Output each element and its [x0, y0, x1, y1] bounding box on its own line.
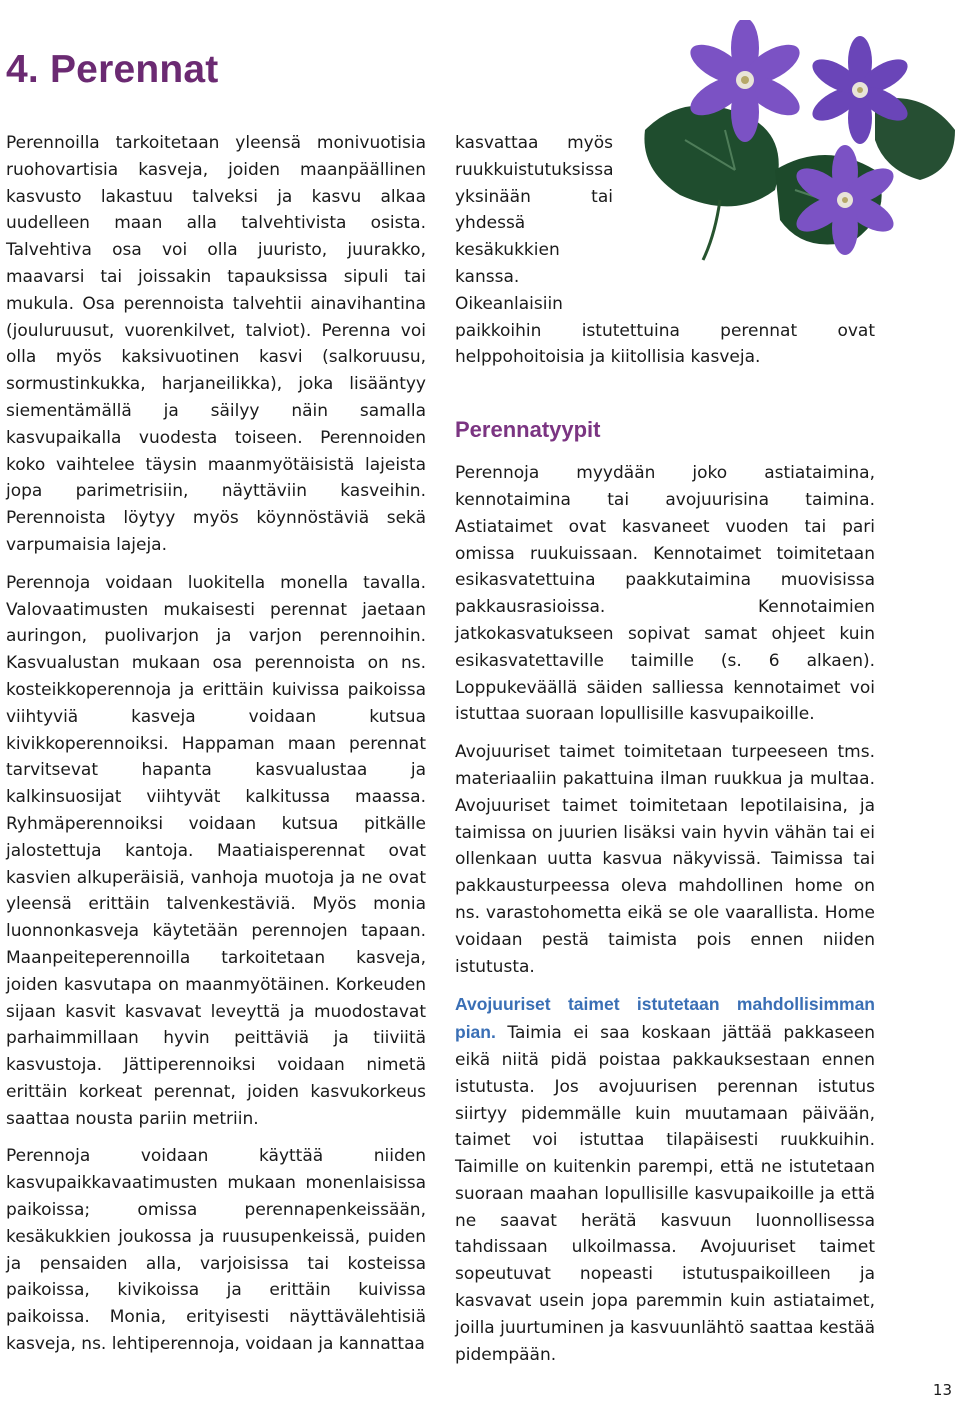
text-beside-illustration: kasvattaa myös ruukkuistutuksissa yksinään tai yhdessä kesäkukkien kanssa. Oikeanlaisiin	[455, 133, 614, 314]
paragraph-usage: Perennoja voidaan käyttää niiden kasvupaikkavaatimusten mukaan monenlaisissa paikoissa; omissa perennapenkeissään, kesäkukkien joukossa ja ruusupenkeissä, puiden ja pensaiden alla, varjoisissa tai kosteissa paikoissa, kivikoissa ja erittäin kuivissa paikoissa. Monia, erityisesti näyttävälehtisiä kasveja, ns. lehtiperennoja, voidaan ja kannattaa	[6, 1146, 426, 1355]
paragraph-bare-root: Avojuuriset taimet toimitetaan turpeeseen tms. materiaaliin pakattuina ilman ruukkua ja multaa. Avojuuriset taimet toimitetaan lepotilaisina, ja taimissa on juurien lisäksi vain hyvin vähän tai ei ollenkaan uutta kasvua näkyvissä. Taimissa tai pakkausturpeessa oleva mahdollinen home on ns. varastohometta eikä se ole vaarallista. Home voidaan pestä taimista pois ennen niiden istutusta.	[455, 742, 875, 977]
subheading-perennatyypit: Perennatyypit	[455, 417, 601, 443]
left-column	[6, 130, 426, 1358]
page-title: 4. Perennat	[6, 48, 219, 91]
right-column	[455, 130, 875, 1368]
paragraph-plant-types: Perennoja myydään joko astiataimina, kennotaimina tai avojuurisina taimina. Astiataimet ovat kasvaneet vuoden tai pari omissa ruukuissaan. Kennotaimet toimitetaan esikasvatettuina paakkutaimina muovisissa pakkausrasioissa. Kennotaimien jatkokasvatukseen sopivat samat ohjeet kuin esikasvatettaville taimille (s. 6 alkaen). Loppukeväällä säiden salliessa kennotaimet voi istuttaa suoraan lopullisille kasvupaikoille.	[455, 463, 875, 725]
paragraph-continued: paikkoihin istutettuina perennat ovat helppohoitoisia ja kiitollisia kasveja.	[455, 320, 875, 368]
page-number: 13	[932, 1381, 952, 1399]
paragraph-definition: Perennoilla tarkoitetaan yleensä monivuotisia ruohovartisia kasveja, joiden maanpäällinen kasvusto lakastuu talveksi ja kasvu alkaa uudelleen maan alla talvehtivista osista. Talvehtiva osa voi olla juuristo, juurakko, maavarsi tai joissakin tapauksissa sipuli tai mukula. Osa perennoista talvehtii ainavihantina (jouluruusut, vuorenkilvet, talviot). Perenna voi olla myös kaksivuotinen kasvi (salkoruusu, sormustinkukka, harjaneilikka), joka lisääntyy siementämällä ja säilyy näin samalla kasvupaikalla vuodesta toiseen. Perennoiden koko vaihtelee täysin maanmyötäisistä lajeista jopa parimetrisiin, näyttäviin kasveihin. Perennoista löytyy myös köynnöstäviä sekä varpumaisia lajeja.	[6, 133, 426, 555]
paragraph-planting-advice	[455, 991, 875, 1368]
paragraph-planting-rest: Taimia ei saa koskaan jättää pakkaseen eikä niitä pidä poistaa pakkauksestaan ennen istutusta. Jos avojuurisen perennan istutus siirtyy pidemmälle kuin muutamaan päivään, taimet voi istuttaa tilapäisesti ruukkuihin. Taimille on kuitenkin parempi, että ne istutetaan suoraan maahan lopullisille kasvupaikoille ja että ne saavat herätä kasvuun luonnollisessa tahdissaan ulkoilmassa. Avojuuriset taimet sopeutuvat nopeasti istutuspaikoilleen ja kasvavat usein jopa paremmin kuin astiataimet, joilla juurtuminen ja kasvuunlähtö saattaa kestää pidempään.	[455, 1023, 875, 1365]
paragraph-classification: Perennoja voidaan luokitella monella tavalla. Valovaatimusten mukaisesti perennat jaetaan auringon, puolivarjon ja varjon perennoihin. Kasvualustan mukaan osa perennoista on ns. kosteikkoperennoja ja erittäin kuivissa paikoissa viihtyviä kasveja voidaan kutsua kivikkoperennoiksi. Happaman maan perennat tarvitsevat hapanta kasvualustaa ja kalkinsuosijat viihtyvät kalkitussa maassa. Ryhmäperennoiksi voidaan kutsua pitkälle jalostettuja kantoja. Maatiaisperennat ovat kasvien alkuperäisiä, vanhoja muotoja ja ne ovat yleensä erittäin talvenkestäviä. Myös monia luonnonkasveja käytetään perennojen tapaan. Maanpeiteperennoilla tarkoitetaan kasveja, joiden kasvutapa on maanmyötäinen. Korkeuden sijaan kasvit kasvavat leveyttä ja muodostavat parhaimmillaan hyvin peittäviä ja tiiviitä kasvustoja. Jättiperennoiksi voidaan nimetä erittäin korkeat perennat, joiden kasvukorkeus saattaa nousta pariin metriin.	[6, 572, 426, 1129]
lead-sentence: Avojuuriset taimet istutetaan mahdollisimman pian.	[455, 994, 875, 1043]
